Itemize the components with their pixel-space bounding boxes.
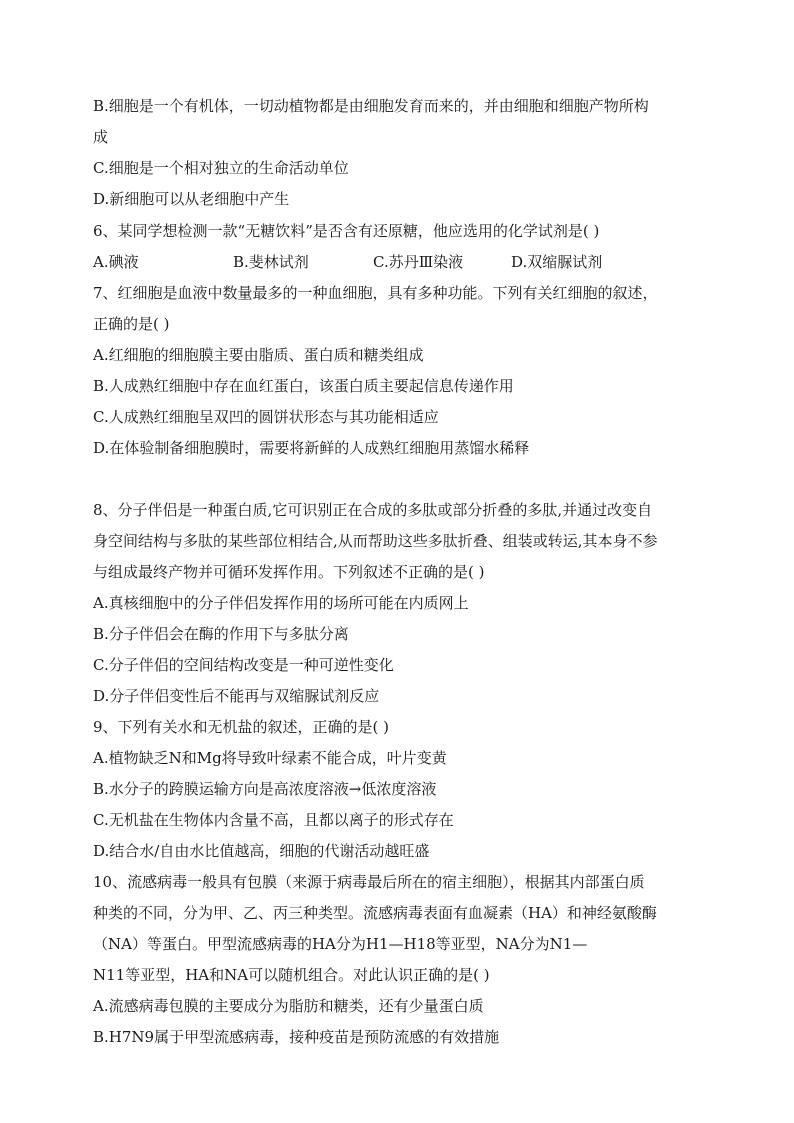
text-line: 与组成最终产物并可循环发挥作用。下列叙述不正确的是( ) <box>93 563 485 581</box>
option-c: C.人成熟红细胞呈双凹的圆饼状形态与其功能相适应 <box>93 408 439 426</box>
option-b: B.水分子的跨膜运输方向是高浓度溶液→低浓度溶液 <box>93 780 437 798</box>
text-line: 成 <box>93 128 109 146</box>
option-a: A.碘液 <box>93 253 139 271</box>
q6-options <box>93 252 713 272</box>
question-7: 7、红细胞是血液中数量最多的一种血细胞，具有多种功能。下列有关红细胞的叙述， <box>93 284 658 302</box>
question-9: 9、下列有关水和无机盐的叙述，正确的是( ) <box>93 718 390 736</box>
text-line: N11等亚型，HA和NA可以随机组合。对此认识正确的是( ) <box>93 966 490 984</box>
option-a: A.植物缺乏N和Mg将导致叶绿素不能合成，叶片变黄 <box>93 749 447 767</box>
option-a: A.真核细胞中的分子伴侣发挥作用的场所可能在内质网上 <box>93 594 469 612</box>
question-10: 10、流感病毒一般具有包膜（来源于病毒最后所在的宿主细胞），根据其内部蛋白质 <box>93 873 645 891</box>
question-6: 6、某同学想检测一款“无糖饮料”是否含有还原糖，他应选用的化学试剂是( ) <box>93 222 600 240</box>
text-line: 正确的是( ) <box>93 315 170 333</box>
option-b: B.分子伴侣会在酶的作用下与多肽分离 <box>93 625 349 643</box>
option-d: D.在体验制备细胞膜时，需要将新鲜的人成熟红细胞用蒸馏水稀释 <box>93 439 530 457</box>
text-line: C.细胞是一个相对独立的生命活动单位 <box>93 159 349 177</box>
text-line: B.细胞是一个有机体，一切动植物都是由细胞发育而来的，并由细胞和细胞产物所构 <box>93 97 649 115</box>
option-d: D.结合水/自由水比值越高，细胞的代谢活动越旺盛 <box>93 842 430 860</box>
option-a: A.红细胞的细胞膜主要由脂质、蛋白质和糖类组成 <box>93 346 424 364</box>
option-d: D.分子伴侣变性后不能再与双缩脲试剂反应 <box>93 687 380 705</box>
text-line: 身空间结构与多肽的某些部位相结合,从而帮助这些多肽折叠、组装或转运,其本身不参 <box>93 532 658 550</box>
text-line: D.新细胞可以从老细胞中产生 <box>93 190 290 208</box>
option-b: B.斐林试剂 <box>233 253 309 271</box>
option-c: C.分子伴侣的空间结构改变是一种可逆性变化 <box>93 656 394 674</box>
text-line: （NA）等蛋白。甲型流感病毒的HA分为H1—H18等亚型，NA分为N1— <box>93 935 588 953</box>
option-b: B.人成熟红细胞中存在血红蛋白，该蛋白质主要起信息传递作用 <box>93 377 514 395</box>
text-line: 种类的不同，分为甲、乙、丙三种类型。流感病毒表面有血凝素（HA）和神经氨酸酶 <box>93 904 657 922</box>
option-d: D.双缩脲试剂 <box>511 253 603 271</box>
option-c: C.无机盐在生物体内含量不高，且都以离子的形式存在 <box>93 811 454 829</box>
question-8: 8、分子伴侣是一种蛋白质,它可识别正在合成的多肽或部分折叠的多肽,并通过改变自 <box>93 501 653 519</box>
option-c: C.苏丹Ⅲ染液 <box>373 253 464 271</box>
option-a: A.流感病毒包膜的主要成分为脂肪和糖类，还有少量蛋白质 <box>93 997 484 1015</box>
option-b: B.H7N9属于甲型流感病毒，接种疫苗是预防流感的有效措施 <box>93 1028 500 1046</box>
